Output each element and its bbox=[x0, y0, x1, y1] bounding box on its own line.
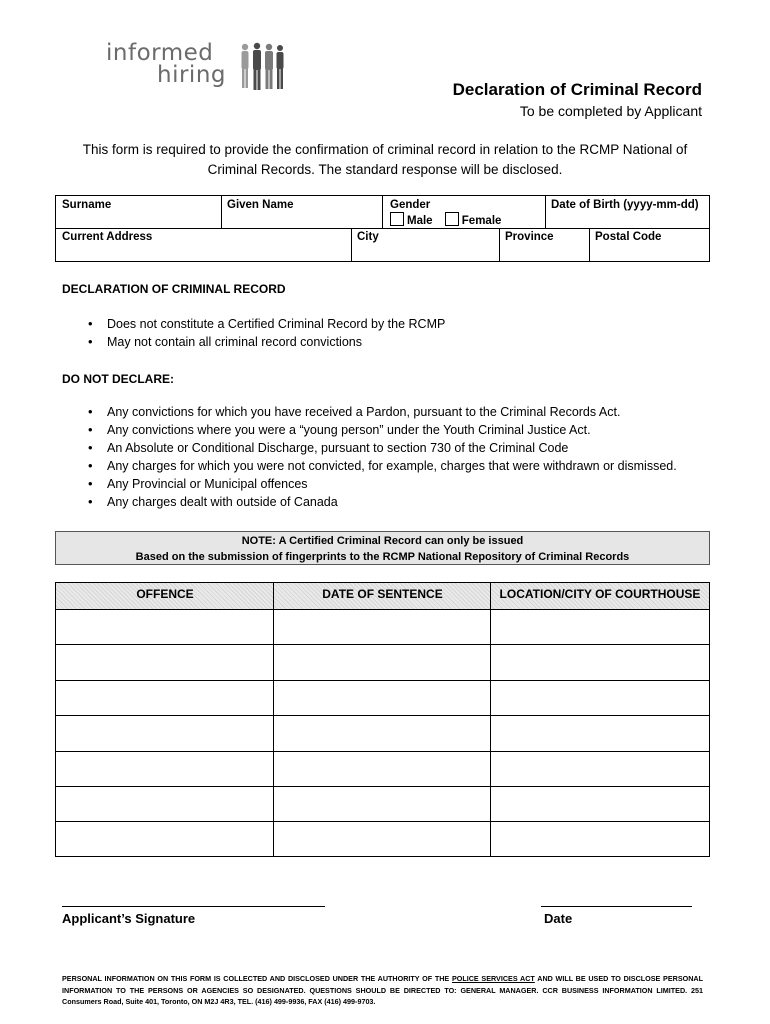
date-of-birth-field[interactable]: Date of Birth (yyyy-mm-dd) bbox=[551, 199, 699, 211]
column-header-date-of-sentence: DATE OF SENTENCE bbox=[274, 583, 491, 609]
form-subtitle: To be completed by Applicant bbox=[519, 103, 702, 119]
male-label: Male bbox=[407, 215, 433, 227]
list-item: • Does not constitute a Certified Criminal Record by the RCMP bbox=[83, 315, 723, 333]
list-item: • An Absolute or Conditional Discharge, pursuant to section 730 of the Criminal Code bbox=[83, 439, 743, 457]
list-item: • Any charges dealt with outside of Canada bbox=[83, 493, 743, 511]
date-label: Date bbox=[544, 911, 573, 926]
province-field[interactable]: Province bbox=[505, 231, 554, 243]
postal-code-field[interactable]: Postal Code bbox=[595, 231, 662, 243]
date-line[interactable] bbox=[541, 906, 692, 907]
table-row[interactable] bbox=[56, 645, 709, 680]
police-services-act-link: POLICE SERVICES ACT bbox=[451, 974, 535, 983]
applicant-signature-label: Applicant’s Signature bbox=[62, 911, 196, 926]
table-row[interactable] bbox=[56, 681, 709, 715]
list-item: • Any Provincial or Municipal offences bbox=[83, 475, 743, 493]
list-item: • May not contain all criminal record convictions bbox=[83, 333, 723, 351]
column-header-location: LOCATION/CITY OF COURTHOUSE bbox=[491, 583, 709, 609]
intro-line-2: Criminal Records. The standard response will be disclosed. bbox=[207, 162, 563, 177]
declaration-list bbox=[83, 315, 723, 351]
current-address-field[interactable]: Current Address bbox=[62, 231, 153, 243]
gender-field bbox=[382, 196, 545, 228]
table-row[interactable] bbox=[56, 822, 709, 856]
applicant-info-table bbox=[55, 195, 710, 262]
note-box bbox=[55, 531, 710, 565]
signature-line[interactable] bbox=[62, 906, 325, 907]
table-row[interactable] bbox=[56, 610, 709, 644]
given-name-field[interactable]: Given Name bbox=[227, 199, 294, 211]
city-field[interactable]: City bbox=[357, 231, 379, 243]
intro-text bbox=[40, 140, 730, 180]
logo-text-informed: informed bbox=[106, 40, 214, 66]
gender-label: Gender bbox=[390, 199, 431, 211]
list-item: • Any charges for which you were not convicted, for example, charges that were withdrawn or dismissed. bbox=[83, 457, 743, 475]
offence-table bbox=[55, 582, 710, 857]
table-row[interactable] bbox=[56, 787, 709, 821]
do-not-declare-list bbox=[83, 403, 743, 511]
surname-field[interactable]: Surname bbox=[62, 199, 112, 211]
footer-text-part-1: PERSONAL INFORMATION ON THIS FORM IS COLLECTED AND DISCLOSED UNDER THE AUTHORITY OF THE bbox=[62, 974, 452, 983]
female-checkbox[interactable] bbox=[445, 212, 459, 226]
people-silhouette-icon bbox=[239, 42, 285, 92]
female-label: Female bbox=[461, 215, 502, 227]
logo-text-hiring: hiring bbox=[157, 62, 226, 88]
list-item: • Any convictions for which you have received a Pardon, pursuant to the Criminal Records Act. bbox=[83, 403, 743, 421]
intro-line-1: This form is required to provide the confirmation of criminal record in relation to the RCMP National of bbox=[82, 142, 688, 157]
male-checkbox[interactable] bbox=[390, 212, 404, 226]
footer-text-part-2: AND WILL BE USED TO DISCLOSE PERSONAL INFORMATION TO THE PERSONS OR AGENCIES SO DESIGNATED. QUESTIONS SHOULD BE DIRECTED TO: GENERAL MANAGER. CCR BUSINESS INFORMATION LIMITED. 251 Consumers Road, Suite 401, Toronto, ON M2J 4R3, TEL. (416) 499-9936, FAX (416) 499-9703. bbox=[62, 974, 703, 1006]
company-logo bbox=[106, 40, 286, 95]
column-header-offence: OFFENCE bbox=[56, 583, 274, 609]
form-title: Declaration of Criminal Record bbox=[452, 80, 702, 99]
do-not-declare-heading: DO NOT DECLARE: bbox=[62, 372, 174, 386]
note-line-1: NOTE: A Certified Criminal Record can only be issued bbox=[241, 535, 524, 547]
declaration-heading: DECLARATION OF CRIMINAL RECORD bbox=[62, 282, 286, 296]
list-item: • Any convictions where you were a “young person” under the Youth Criminal Justice Act. bbox=[83, 421, 743, 439]
table-row[interactable] bbox=[56, 716, 709, 751]
table-row[interactable] bbox=[56, 752, 709, 786]
note-line-2: Based on the submission of fingerprints to the RCMP National Repository of Criminal Records bbox=[135, 551, 630, 563]
privacy-footer bbox=[62, 973, 703, 1008]
